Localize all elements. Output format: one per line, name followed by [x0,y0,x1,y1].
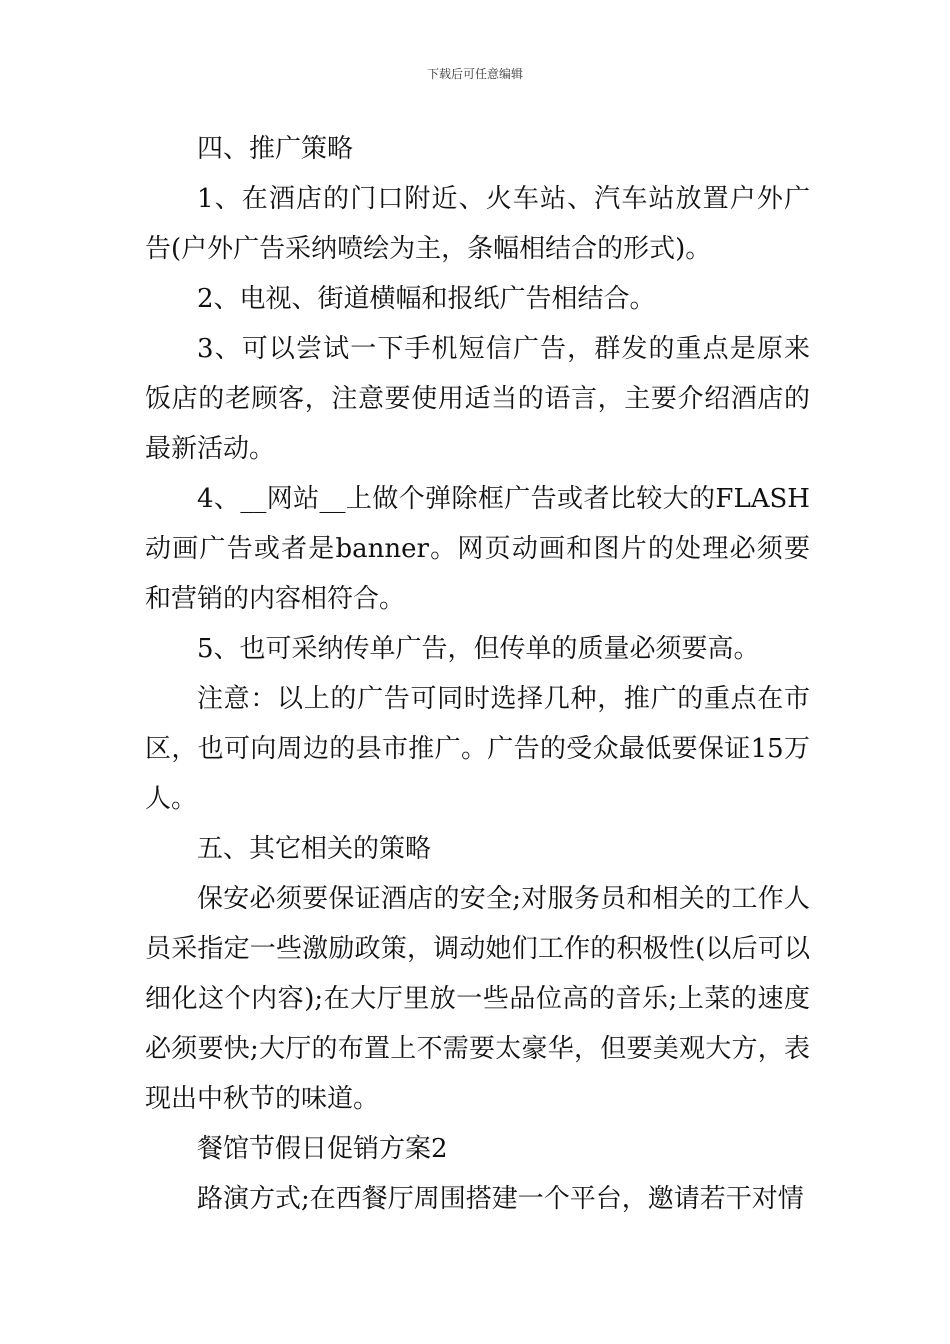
paragraph-item-3: 3、可以尝试一下手机短信广告，群发的重点是原来饭店的老顾客，注意要使用适当的语言，主要介绍酒店的最新活动。 [145,334,810,464]
paragraph-note: 注意：以上的广告可同时选择几种，推广的重点在市区，也可向周边的县市推广。广告的受众最低要保证15万人。 [145,684,810,814]
document-body [145,124,810,1224]
paragraph-item-1: 1、在酒店的门口附近、火车站、汽车站放置户外广告(户外广告采纳喷绘为主，条幅相结合的形式)。 [145,184,810,264]
paragraph-item-2: 2、电视、街道横幅和报纸广告相结合。 [197,284,656,314]
section-heading-promotion-strategy: 四、推广策略 [197,134,354,164]
paragraph-roadshow: 路演方式;在西餐厅周围搭建一个平台，邀请若干对情 [197,1184,804,1214]
paragraph-item-4: 4、__网站__上做个弹除框广告或者比较大的FLASH动画广告或者是banner。网页动画和图片的处理必须要和营销的内容相符合。 [145,484,810,614]
page-header: 下载后可任意编辑 [426,67,523,81]
paragraph-item-5: 5、也可采纳传单广告，但传单的质量必须要高。 [197,634,760,664]
section-heading-other-strategies: 五、其它相关的策略 [197,834,432,864]
section-heading-plan-2: 餐馆节假日促销方案2 [197,1134,448,1164]
paragraph-other-strategies: 保安必须要保证酒店的安全;对服务员和相关的工作人员采指定一些激励政策，调动她们工作的积极性(以后可以细化这个内容);在大厅里放一些品位高的音乐;上菜的速度必须要快;大厅的布置上不需要太豪华，但要美观大方，表现出中秋节的味道。 [145,884,810,1114]
